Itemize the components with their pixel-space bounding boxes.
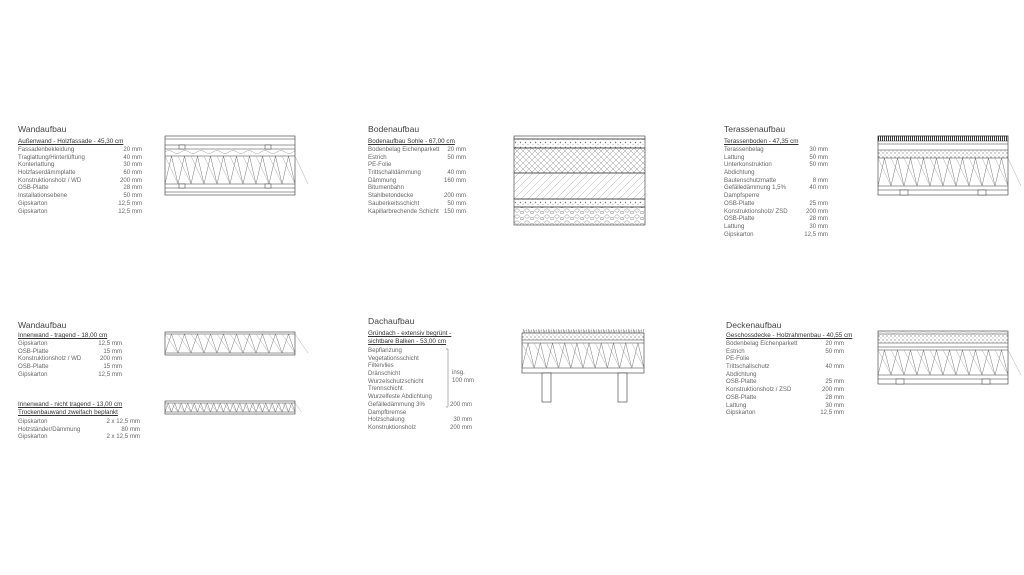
layer-thickness: 12,5 mm xyxy=(98,340,122,347)
layer-row xyxy=(18,426,143,434)
layer-row xyxy=(726,378,856,386)
layer-name: Konstruktionsholz / WD xyxy=(18,355,82,363)
layer-row xyxy=(724,184,834,192)
layer-row xyxy=(724,231,834,239)
layer-row xyxy=(18,176,142,185)
layer-thickness: 15 mm xyxy=(103,363,122,371)
layer-row xyxy=(724,208,834,216)
layer-row xyxy=(368,184,468,192)
layer-name: Holzschalung xyxy=(368,416,405,424)
layer-name: Bepflanzung xyxy=(368,347,402,354)
layer-name: Holzständer/Dämmung xyxy=(18,425,81,433)
layer-name: OSB-Platte xyxy=(18,363,49,371)
terrace-layer-list xyxy=(724,146,834,238)
layer-thickness: 28 mm xyxy=(123,184,142,192)
roof-subtitle-b: sichtbare Balken - 53,00 cm xyxy=(368,338,447,345)
layer-row xyxy=(368,424,478,432)
layer-row xyxy=(724,177,834,185)
layer-thickness: 30 mm xyxy=(453,416,472,424)
layer-row xyxy=(18,161,142,169)
layer-thickness: 25 mm xyxy=(825,378,844,386)
wall-inner-subtitle: Innenwand - tragend - 18,00 cm xyxy=(18,332,108,339)
layer-thickness: 30 mm xyxy=(809,222,828,230)
layer-row xyxy=(18,169,142,177)
layer-name: Bodenbelag Eichenparkett xyxy=(368,146,440,153)
terrace-subtitle: Terassenboden - 47,35 cm xyxy=(724,138,799,145)
wall-inner-bearing-drawing xyxy=(165,332,295,356)
wall-inner-nonbearing-drawing xyxy=(165,401,295,415)
layer-thickness: 60 mm xyxy=(123,169,142,177)
layer-name: Gefälledämmung 1,5% xyxy=(724,184,786,192)
layer-name: Konstruktionsholz/ ZSD xyxy=(724,207,788,215)
layer-thickness: 2 x 12,5 mm xyxy=(106,418,140,425)
layer-thickness: 12,5 mm xyxy=(98,370,122,378)
layer-name: OSB-Platte xyxy=(18,184,49,192)
wall-outer-section-drawing xyxy=(165,136,295,196)
layer-name: Bitumenbahn xyxy=(368,184,404,192)
layer-row xyxy=(724,200,834,208)
layer-name: Installationsebene xyxy=(18,192,68,200)
layer-thickness: 40 mm xyxy=(447,169,466,177)
layer-name: Gipskarton xyxy=(724,230,754,238)
layer-thickness: 80 mm xyxy=(121,425,140,433)
layer-name: Gipskarton xyxy=(18,433,48,441)
layer-name: Gipskarton xyxy=(18,207,48,215)
layer-thickness: 12,5 mm xyxy=(804,230,828,238)
roof-layer-list xyxy=(368,347,478,432)
layer-name: OSB-Platte xyxy=(726,393,757,401)
floor-base-layer-list xyxy=(368,146,468,215)
layer-row xyxy=(368,169,468,177)
layer-name: Konstruktionsholz / ZSD xyxy=(726,386,792,394)
layer-thickness: 50 mm xyxy=(809,161,828,169)
layer-thickness: 12,5 mm xyxy=(118,207,142,215)
layer-name: PE-Folie xyxy=(726,355,750,363)
layer-row xyxy=(18,199,142,208)
layer-name: Trennschicht xyxy=(368,385,403,393)
layer-name: Dämmung xyxy=(368,176,397,184)
layer-thickness: 20 mm xyxy=(825,340,844,347)
layer-name: Trittschalldämmung xyxy=(368,169,421,177)
layer-thickness: 200 mm xyxy=(443,192,466,200)
layer-name: Gipskarton xyxy=(18,418,48,425)
layer-name: Sauberkeitsschicht xyxy=(368,199,420,207)
layer-row xyxy=(724,169,834,177)
layer-name: Konstruktionsholz / WD xyxy=(18,176,82,184)
layer-row xyxy=(18,153,142,162)
layer-thickness: 160 mm xyxy=(443,176,466,184)
layer-row xyxy=(724,154,834,162)
layer-thickness: 50 mm xyxy=(447,199,466,207)
layer-name: Wurzelschutzschicht xyxy=(368,377,424,385)
layer-thickness: 200 mm xyxy=(805,207,828,215)
layer-name: Estrich xyxy=(726,347,745,355)
layer-thickness: 40 mm xyxy=(809,184,828,192)
layer-thickness: 200 mm xyxy=(449,423,472,431)
layer-row xyxy=(368,401,478,409)
wall-inner-title: Wandaufbau xyxy=(18,320,67,330)
layer-name: Bautenschutzmatte xyxy=(724,176,777,184)
wall-inner-nonbearing-layer-list xyxy=(18,418,143,441)
layer-thickness: 50 mm xyxy=(825,347,844,355)
layer-row xyxy=(368,385,478,393)
layer-row xyxy=(724,223,834,231)
layer-row xyxy=(18,146,142,154)
terrace-section-drawing xyxy=(878,136,1008,196)
layer-name: OSB-Platte xyxy=(724,199,755,207)
layer-row xyxy=(368,393,478,401)
roof-bracket-note: insg. xyxy=(452,369,465,376)
layer-row xyxy=(368,347,478,355)
layer-name: Holzfaserdämmplatte xyxy=(18,169,76,177)
layer-row xyxy=(368,192,468,200)
layer-thickness: 50 mm xyxy=(809,153,828,161)
layer-row xyxy=(18,363,128,371)
layer-row xyxy=(368,409,478,417)
layer-name: Dampfbremse xyxy=(368,408,407,416)
layer-thickness: 28 mm xyxy=(809,215,828,223)
layer-thickness: 30 mm xyxy=(825,401,844,409)
layer-thickness: 25 mm xyxy=(809,199,828,207)
layer-row xyxy=(368,154,468,162)
layer-row xyxy=(724,215,834,223)
layer-thickness: 40 mm xyxy=(123,153,142,161)
layer-row xyxy=(726,371,856,379)
layer-name: Trittschallschutz xyxy=(726,363,770,371)
wall-inner-nonbearing-subtitle: Innenwand - nicht tragend - 13,00 cm xyxy=(18,401,123,408)
layer-row xyxy=(726,386,856,394)
layer-name: Bodenbelag Eichenparkett xyxy=(726,340,798,347)
wall-outer-title: Wandaufbau xyxy=(18,124,67,134)
layer-row xyxy=(18,433,143,441)
layer-row xyxy=(368,161,468,169)
layer-name: Konterlattung xyxy=(18,161,55,169)
layer-row xyxy=(368,177,468,185)
layer-thickness: 20 mm xyxy=(447,146,466,153)
layer-name: Gefälledämmung 3% xyxy=(368,400,425,408)
layer-thickness: 28 mm xyxy=(825,393,844,401)
layer-name: Dampfsperre xyxy=(724,192,760,200)
roof-title: Dachaufbau xyxy=(368,316,415,326)
layer-name: Lattung xyxy=(724,222,745,230)
layer-row xyxy=(726,394,856,402)
ceiling-title: Deckenaufbau xyxy=(726,320,782,330)
layer-name: Lattung xyxy=(724,153,745,161)
ceiling-subtitle: Geschossdecke - Holzrahmenbau - 40,55 cm xyxy=(726,332,853,339)
layer-row xyxy=(368,355,478,363)
layer-name: Konstruktionsholz xyxy=(368,423,417,431)
layer-name: Filtervlies xyxy=(368,362,394,370)
layer-thickness: 200 mm xyxy=(119,176,142,184)
layer-thickness: 30 mm xyxy=(809,146,828,153)
layer-row xyxy=(724,192,834,200)
roof-layers-bracket xyxy=(446,349,450,419)
wall-inner-layer-list xyxy=(18,340,128,378)
layer-row xyxy=(368,200,468,208)
layer-name: Kapillarbrechende Schicht xyxy=(368,207,439,215)
layer-row xyxy=(18,340,128,348)
floor-base-section-drawing xyxy=(514,136,645,226)
layer-thickness: 8 mm xyxy=(812,176,828,184)
wall-inner-nonbearing-type: Trockenbauwand zweifach beplankt xyxy=(18,409,118,416)
ceiling-layer-list xyxy=(726,340,856,417)
layer-row xyxy=(18,418,143,426)
layer-row xyxy=(18,371,128,379)
ceiling-section-drawing xyxy=(878,331,1008,385)
layer-thickness: 50 mm xyxy=(447,153,466,161)
layer-thickness: 200 mm xyxy=(99,355,122,363)
floor-base-subtitle: Bodenaufbau Sohle - 67,00 cm xyxy=(368,138,455,145)
floor-base-title: Bodenaufbau xyxy=(368,124,420,134)
layer-row xyxy=(368,208,468,216)
wall-outer-layer-list xyxy=(18,146,142,215)
layer-name: Gipskarton xyxy=(18,370,48,378)
layer-thickness: 200 mm xyxy=(449,400,472,408)
layer-name: OSB-Platte xyxy=(724,215,755,223)
layer-name: Vegetationsschicht xyxy=(368,354,419,362)
layer-name: Dränschicht xyxy=(368,370,401,378)
layer-name: Traglattung/Hinterlüftung xyxy=(18,153,85,161)
layer-name: Gipskarton xyxy=(18,340,48,347)
layer-name: Gipskarton xyxy=(726,409,756,417)
layer-thickness: 12,5 mm xyxy=(118,199,142,207)
layer-row xyxy=(726,363,856,371)
layer-name: OSB-Platte xyxy=(18,347,49,355)
layer-name: Terassenbelag xyxy=(724,146,764,153)
terrace-title: Terassenaufbau xyxy=(724,124,786,134)
layer-thickness: 40 mm xyxy=(825,363,844,371)
layer-name: Wurzelfeste Abdichtung xyxy=(368,393,432,401)
layer-row xyxy=(726,340,856,348)
layer-name: OSB-Platte xyxy=(726,378,757,386)
roof-bracket-value: 100 mm xyxy=(452,377,475,384)
layer-row xyxy=(724,146,834,154)
layer-row xyxy=(726,348,856,356)
roof-subtitle: Gründach - extensiv begrünt - xyxy=(368,330,452,337)
layer-row xyxy=(368,416,478,424)
layer-name: PE-Folie xyxy=(368,161,392,169)
layer-name: Abdichtung xyxy=(724,169,755,177)
layer-row xyxy=(726,355,856,363)
layer-row xyxy=(724,161,834,169)
layer-row xyxy=(18,184,142,192)
layer-name: Estrich xyxy=(368,153,387,161)
layer-name: Fassadenbekleidung xyxy=(18,146,75,153)
layer-row xyxy=(18,207,142,216)
layer-row xyxy=(18,192,142,200)
layer-thickness: 2 x 12,5 mm xyxy=(106,433,140,441)
layer-thickness: 15 mm xyxy=(103,347,122,355)
layer-row xyxy=(18,348,128,356)
roof-section-drawing xyxy=(522,328,644,403)
layer-name: Gipskarton xyxy=(18,199,48,207)
layer-name: Lattung xyxy=(726,401,747,409)
layer-thickness: 20 mm xyxy=(123,146,142,153)
layer-name: Stahlbetondecke xyxy=(368,192,414,200)
layer-name: Unterkonstruktion xyxy=(724,161,772,169)
layer-row xyxy=(18,355,128,363)
layer-thickness: 12,5 mm xyxy=(820,409,844,417)
layer-thickness: 150 mm xyxy=(443,207,466,215)
wall-outer-subtitle: Außenwand - Holzfassade - 45,30 cm xyxy=(18,138,124,145)
layer-row xyxy=(726,409,856,417)
layer-row xyxy=(726,402,856,410)
layer-row xyxy=(368,146,468,154)
layer-thickness: 50 mm xyxy=(123,192,142,200)
layer-name: Abdichtung xyxy=(726,370,757,378)
layer-thickness: 200 mm xyxy=(821,386,844,394)
layer-thickness: 30 mm xyxy=(123,161,142,169)
